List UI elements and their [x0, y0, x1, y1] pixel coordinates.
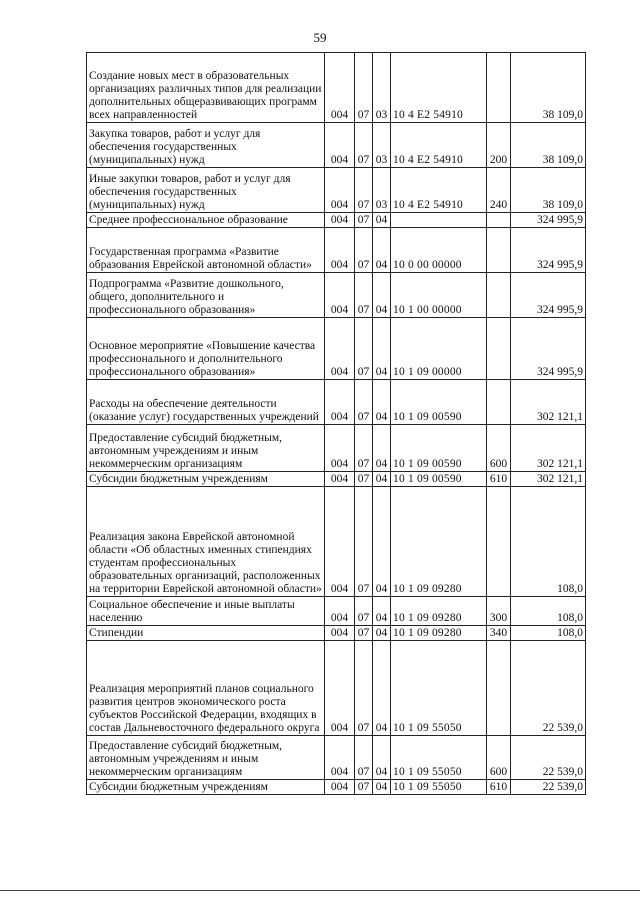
row-name-cell: Иные закупки товаров, работ и услуг для обеспечения государственных (муниципальных) нужд — [87, 168, 325, 213]
table-row — [87, 213, 586, 228]
expense-type-cell: 610 — [487, 780, 511, 795]
subsection-code-cell: 03 — [373, 53, 391, 123]
target-article-cell: 10 1 09 00590 — [391, 380, 487, 425]
section-code-cell: 07 — [355, 53, 373, 123]
table-row — [87, 736, 586, 780]
ministry-code-cell: 004 — [325, 641, 355, 736]
ministry-code-cell: 004 — [325, 472, 355, 487]
subsection-code-cell: 04 — [373, 318, 391, 380]
target-article-cell: 10 4 E2 54910 — [391, 53, 487, 123]
amount-cell: 324 995,9 — [511, 213, 586, 228]
expense-type-cell: 340 — [487, 626, 511, 641]
section-code-cell: 07 — [355, 472, 373, 487]
subsection-code-cell: 04 — [373, 213, 391, 228]
target-article-cell: 10 1 09 55050 — [391, 641, 487, 736]
table-row — [87, 597, 586, 626]
amount-cell: 108,0 — [511, 487, 586, 597]
row-name-cell: Создание новых мест в образовательных организациях различных типов для реализации дополнительных общеразвивающих программ всех направленностей — [87, 53, 325, 123]
expense-type-cell: 600 — [487, 736, 511, 780]
section-code-cell: 07 — [355, 626, 373, 641]
row-name-cell: Закупка товаров, работ и услуг для обеспечения государственных (муниципальных) нужд — [87, 123, 325, 168]
ministry-code-cell: 004 — [325, 736, 355, 780]
subsection-code-cell: 04 — [373, 597, 391, 626]
section-code-cell: 07 — [355, 273, 373, 318]
expense-type-cell — [487, 380, 511, 425]
expense-type-cell — [487, 318, 511, 380]
subsection-code-cell: 04 — [373, 626, 391, 641]
ministry-code-cell: 004 — [325, 487, 355, 597]
row-name-cell: Стипендии — [87, 626, 325, 641]
table-row — [87, 168, 586, 213]
subsection-code-cell: 04 — [373, 228, 391, 273]
section-code-cell: 07 — [355, 425, 373, 472]
expense-type-cell — [487, 273, 511, 318]
row-name-cell: Государственная программа «Развитие образования Еврейской автономной области» — [87, 228, 325, 273]
amount-cell: 38 109,0 — [511, 168, 586, 213]
table-row — [87, 626, 586, 641]
section-code-cell: 07 — [355, 228, 373, 273]
table-row — [87, 472, 586, 487]
table-row — [87, 318, 586, 380]
subsection-code-cell: 04 — [373, 273, 391, 318]
table-row — [87, 487, 586, 597]
amount-cell: 22 539,0 — [511, 780, 586, 795]
subsection-code-cell: 04 — [373, 380, 391, 425]
subsection-code-cell: 04 — [373, 641, 391, 736]
subsection-code-cell: 04 — [373, 780, 391, 795]
expense-type-cell: 200 — [487, 123, 511, 168]
section-code-cell: 07 — [355, 213, 373, 228]
target-article-cell — [391, 213, 487, 228]
expense-type-cell: 610 — [487, 472, 511, 487]
ministry-code-cell: 004 — [325, 53, 355, 123]
section-code-cell: 07 — [355, 736, 373, 780]
amount-cell: 324 995,9 — [511, 318, 586, 380]
expense-type-cell: 600 — [487, 425, 511, 472]
row-name-cell: Предоставление субсидий бюджетным, автономным учреждениям и иным некоммерческим организациям — [87, 736, 325, 780]
amount-cell: 38 109,0 — [511, 53, 586, 123]
subsection-code-cell: 03 — [373, 168, 391, 213]
ministry-code-cell: 004 — [325, 228, 355, 273]
amount-cell: 22 539,0 — [511, 641, 586, 736]
subsection-code-cell: 03 — [373, 123, 391, 168]
row-name-cell: Основное мероприятие «Повышение качества профессионального и дополнительного профессионального образования» — [87, 318, 325, 380]
row-name-cell: Расходы на обеспечение деятельности (оказание услуг) государственных учреждений — [87, 380, 325, 425]
budget-table-body — [87, 53, 586, 795]
target-article-cell: 10 1 00 00000 — [391, 273, 487, 318]
row-name-cell: Реализация мероприятий планов социального развития центров экономического роста субъектов Российской Федерации, входящих в состав Дальневосточного федерального округа — [87, 641, 325, 736]
ministry-code-cell: 004 — [325, 273, 355, 318]
amount-cell: 38 109,0 — [511, 123, 586, 168]
subsection-code-cell: 04 — [373, 487, 391, 597]
ministry-code-cell: 004 — [325, 425, 355, 472]
section-code-cell: 07 — [355, 380, 373, 425]
row-name-cell: Субсидии бюджетным учреждениям — [87, 472, 325, 487]
ministry-code-cell: 004 — [325, 168, 355, 213]
table-row — [87, 641, 586, 736]
expense-type-cell — [487, 487, 511, 597]
target-article-cell: 10 1 09 55050 — [391, 780, 487, 795]
section-code-cell: 07 — [355, 597, 373, 626]
table-row — [87, 380, 586, 425]
section-code-cell: 07 — [355, 318, 373, 380]
expense-type-cell — [487, 53, 511, 123]
target-article-cell: 10 0 00 00000 — [391, 228, 487, 273]
amount-cell: 22 539,0 — [511, 736, 586, 780]
subsection-code-cell: 04 — [373, 425, 391, 472]
target-article-cell: 10 1 09 09280 — [391, 626, 487, 641]
table-row — [87, 53, 586, 123]
ministry-code-cell: 004 — [325, 780, 355, 795]
expense-type-cell — [487, 213, 511, 228]
table-row — [87, 273, 586, 318]
target-article-cell: 10 1 09 09280 — [391, 597, 487, 626]
section-code-cell: 07 — [355, 780, 373, 795]
target-article-cell: 10 1 09 00590 — [391, 425, 487, 472]
target-article-cell: 10 1 09 09280 — [391, 487, 487, 597]
ministry-code-cell: 004 — [325, 213, 355, 228]
target-article-cell: 10 1 09 00590 — [391, 472, 487, 487]
amount-cell: 324 995,9 — [511, 273, 586, 318]
subsection-code-cell: 04 — [373, 736, 391, 780]
ministry-code-cell: 004 — [325, 597, 355, 626]
section-code-cell: 07 — [355, 168, 373, 213]
section-code-cell: 07 — [355, 123, 373, 168]
row-name-cell: Социальное обеспечение и иные выплаты населению — [87, 597, 325, 626]
table-row — [87, 780, 586, 795]
table-row — [87, 425, 586, 472]
target-article-cell: 10 4 E2 54910 — [391, 168, 487, 213]
row-name-cell: Подпрограмма «Развитие дошкольного, общего, дополнительного и профессионального образования» — [87, 273, 325, 318]
budget-table — [86, 52, 586, 795]
table-row — [87, 228, 586, 273]
ministry-code-cell: 004 — [325, 626, 355, 641]
target-article-cell: 10 1 09 55050 — [391, 736, 487, 780]
ministry-code-cell: 004 — [325, 318, 355, 380]
target-article-cell: 10 4 E2 54910 — [391, 123, 487, 168]
page-number: 59 — [313, 30, 327, 45]
amount-cell: 302 121,1 — [511, 380, 586, 425]
expense-type-cell: 240 — [487, 168, 511, 213]
ministry-code-cell: 004 — [325, 123, 355, 168]
target-article-cell: 10 1 09 00000 — [391, 318, 487, 380]
ministry-code-cell: 004 — [325, 380, 355, 425]
amount-cell: 108,0 — [511, 597, 586, 626]
row-name-cell: Предоставление субсидий бюджетным, автономным учреждениям и иным некоммерческим организациям — [87, 425, 325, 472]
table-row — [87, 123, 586, 168]
section-code-cell: 07 — [355, 487, 373, 597]
row-name-cell: Субсидии бюджетным учреждениям — [87, 780, 325, 795]
footer-rule — [0, 890, 640, 891]
amount-cell: 108,0 — [511, 626, 586, 641]
amount-cell: 302 121,1 — [511, 472, 586, 487]
expense-type-cell — [487, 228, 511, 273]
row-name-cell: Реализация закона Еврейской автономной области «Об областных именных стипендиях студентам профессиональных образовательных организаций, расположенных на территории Еврейской автономной области» — [87, 487, 325, 597]
section-code-cell: 07 — [355, 641, 373, 736]
row-name-cell: Среднее профессиональное образование — [87, 213, 325, 228]
expense-type-cell — [487, 641, 511, 736]
subsection-code-cell: 04 — [373, 472, 391, 487]
amount-cell: 302 121,1 — [511, 425, 586, 472]
expense-type-cell: 300 — [487, 597, 511, 626]
amount-cell: 324 995,9 — [511, 228, 586, 273]
